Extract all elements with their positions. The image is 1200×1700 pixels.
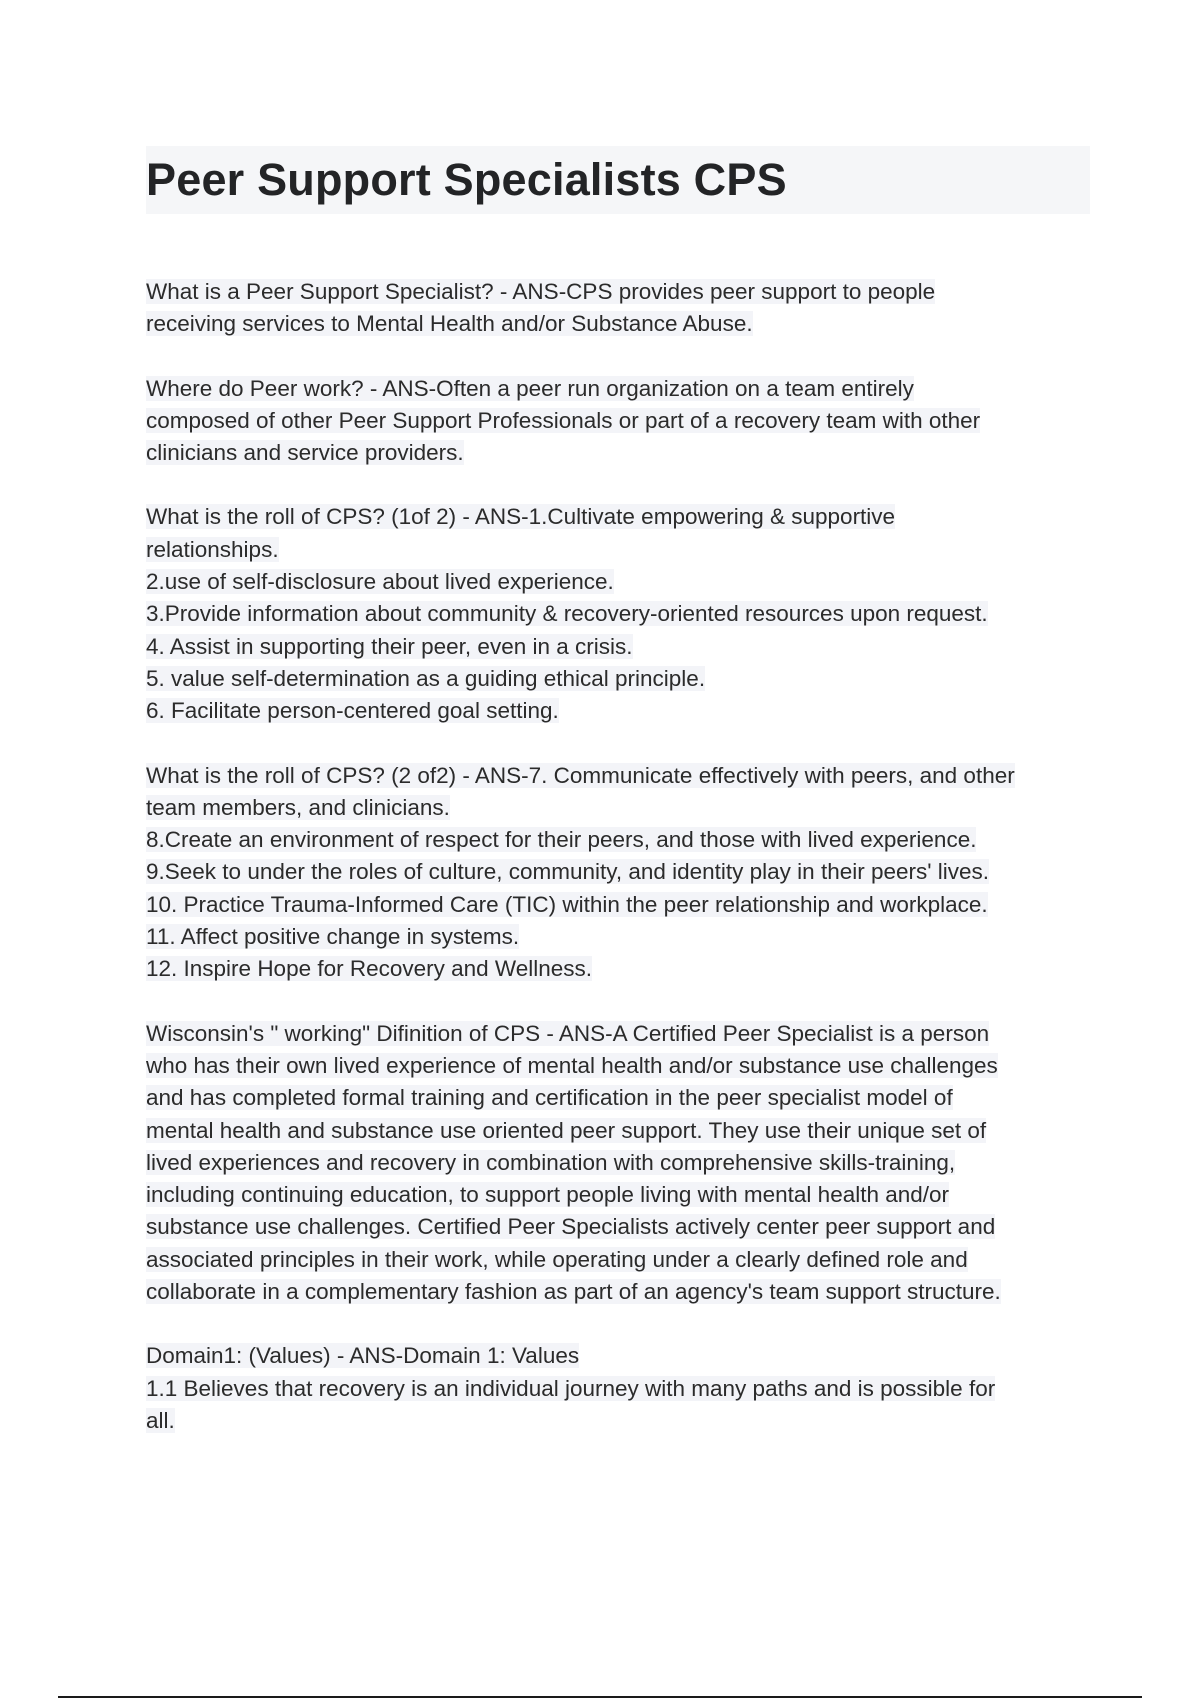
qa-block-role-part-2 <box>146 760 1096 986</box>
text-line: receiving services to Mental Health and/or Substance Abuse. <box>146 311 753 337</box>
list-item: 9.Seek to under the roles of culture, community, and identity play in their peers' lives. <box>146 859 990 885</box>
text-line: collaborate in a complementary fashion as part of an agency's team support structure. <box>146 1279 1001 1305</box>
text-line: mental health and substance use oriented peer support. They use their unique set of <box>146 1117 987 1143</box>
text-line: What is the roll of CPS? (1of 2) - ANS-1.Cultivate empowering & supportive <box>146 504 896 530</box>
text-line: Wisconsin's " working" Difinition of CPS - ANS-A Certified Peer Specialist is a person <box>146 1020 990 1046</box>
text-line: associated principles in their work, while operating under a clearly defined role and <box>146 1246 968 1272</box>
text-line: What is a Peer Support Specialist? - ANS-CPS provides peer support to people <box>146 279 936 304</box>
list-item: 5. value self-determination as a guiding ethical principle. <box>146 665 706 691</box>
footer-divider <box>58 1696 1142 1698</box>
page-title: Peer Support Specialists CPS <box>146 154 787 205</box>
text-line: Where do Peer work? - ANS-Often a peer run organization on a team entirely <box>146 375 914 401</box>
list-item: 2.use of self-disclosure about lived experience. <box>146 569 614 595</box>
text-line: composed of other Peer Support Professionals or part of a recovery team with other <box>146 407 981 433</box>
list-item: 12. Inspire Hope for Recovery and Wellness. <box>146 956 593 982</box>
text-line: team members, and clinicians. <box>146 794 450 820</box>
text-line: Domain1: (Values) - ANS-Domain 1: Values <box>146 1343 580 1369</box>
text-line: lived experiences and recovery in combination with comprehensive skills-training, <box>146 1149 956 1175</box>
qa-block-peer-support-specialist <box>146 276 1096 341</box>
list-item: 6. Facilitate person-centered goal setting. <box>146 698 559 724</box>
text-line: 1.1 Believes that recovery is an individual journey with many paths and is possible for <box>146 1375 996 1401</box>
text-line: What is the roll of CPS? (2 of2) - ANS-7. Communicate effectively with peers, and other <box>146 762 1015 788</box>
text-line: clinicians and service providers. <box>146 440 464 466</box>
list-item: 10. Practice Trauma-Informed Care (TIC) within the peer relationship and workplace. <box>146 891 988 917</box>
text-line: all. <box>146 1407 175 1433</box>
list-item: 11. Affect positive change in systems. <box>146 924 520 950</box>
qa-block-wisconsin-definition <box>146 1018 1096 1309</box>
title-band <box>146 146 1090 214</box>
list-item: 8.Create an environment of respect for their peers, and those with lived experience. <box>146 827 977 853</box>
text-line: substance use challenges. Certified Peer Specialists actively center peer support and <box>146 1214 996 1240</box>
qa-block-domain-1-values <box>146 1340 1096 1437</box>
text-line: relationships. <box>146 536 279 562</box>
text-line: who has their own lived experience of mental health and/or substance use challenges <box>146 1052 998 1078</box>
list-item: 3.Provide information about community & recovery-oriented resources upon request. <box>146 601 988 627</box>
qa-block-role-part-1 <box>146 501 1096 727</box>
list-item: 4. Assist in supporting their peer, even in a crisis. <box>146 633 633 659</box>
qa-block-where-peers-work <box>146 373 1096 470</box>
text-line: including continuing education, to support people living with mental health and/or <box>146 1182 950 1208</box>
document-body <box>146 276 1096 1469</box>
text-line: and has completed formal training and certification in the peer specialist model of <box>146 1085 953 1111</box>
